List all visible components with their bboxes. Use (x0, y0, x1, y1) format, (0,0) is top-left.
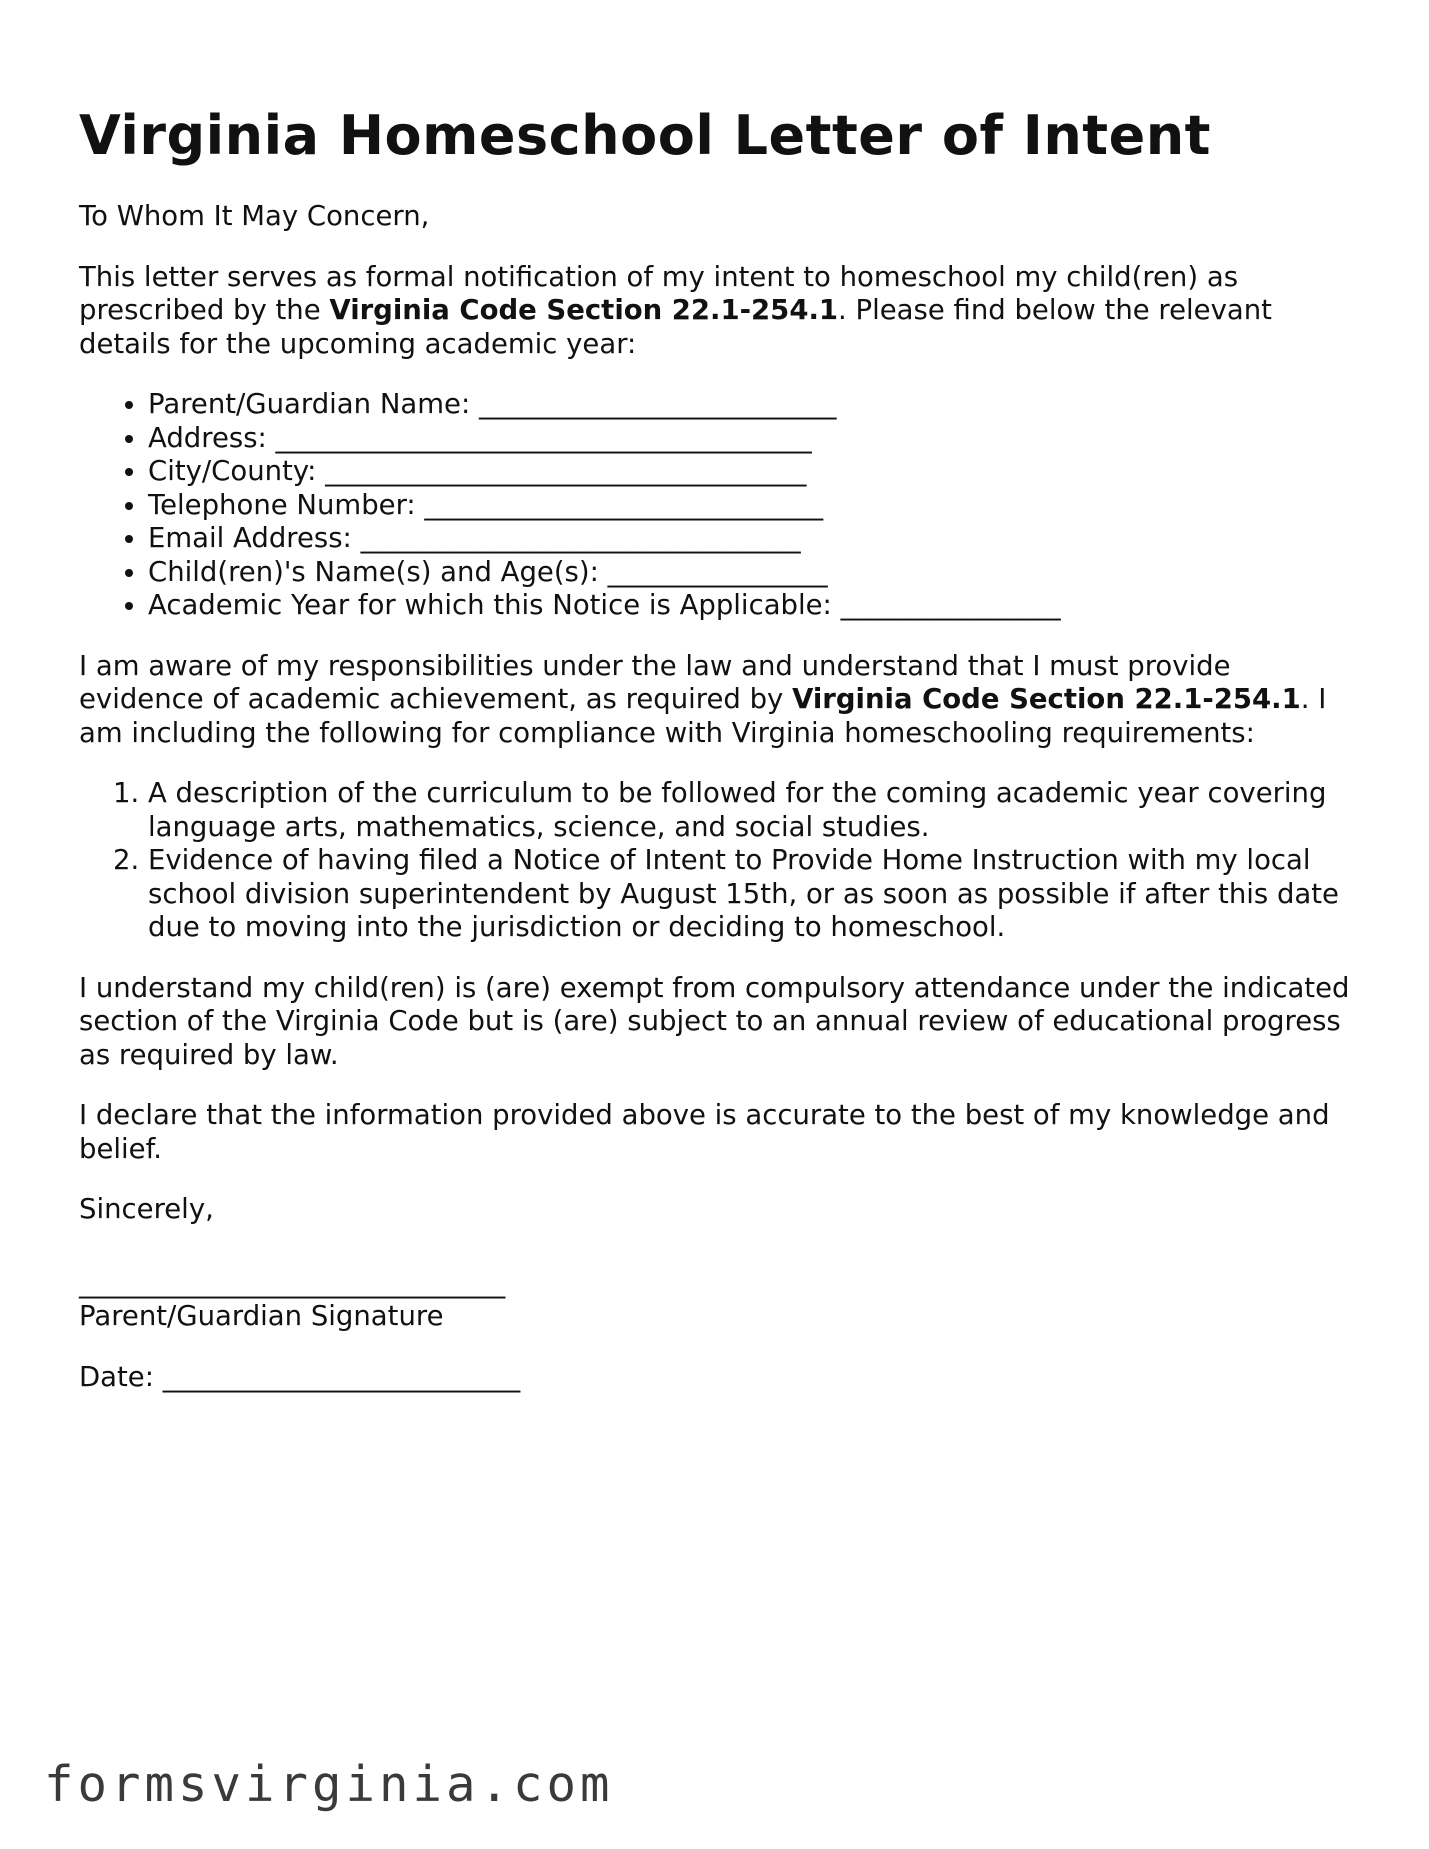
field-children-names-ages (148, 556, 1359, 590)
field-label: Address: (148, 421, 267, 454)
declaration-paragraph: I declare that the information provided above is accurate to the best of my knowledge and belief. (79, 1099, 1330, 1165)
field-label: Parent/Guardian Name: (148, 388, 471, 420)
field-label: Telephone Number: (148, 488, 416, 521)
field-blank[interactable]: ___________________________________ (325, 455, 807, 487)
intro-code-reference: Virginia Code Section 22.1-254.1 (329, 294, 839, 326)
field-parent-name (148, 388, 1359, 422)
field-blank[interactable]: ________________________________ (360, 522, 801, 554)
field-label: City/County: (148, 455, 317, 487)
field-telephone (148, 489, 1359, 523)
page-title: Virginia Homeschool Letter of Intent (79, 104, 1211, 167)
field-city-county (148, 455, 1359, 489)
closing: Sincerely, (79, 1193, 214, 1225)
watermark: formsvirginia.com (44, 1756, 614, 1813)
field-email (148, 522, 1359, 556)
field-blank[interactable]: __________________________ (478, 388, 837, 420)
exemption-paragraph: I understand my child(ren) is (are) exempt from compulsory attendance under the indicated section of the Virginia Code but is (are) subject to an annual review of educational progress as required by law. (79, 971, 1350, 1071)
intro-text-2: . Please find below the relevant details for the upcoming academic year: (79, 294, 1272, 360)
signature-label: Parent/Guardian Signature (79, 1300, 444, 1332)
date-field (79, 1361, 1359, 1395)
compliance-item-notice: 2. Evidence of having filed a Notice of Intent to Provide Home Instruction with my local school division superintendent by August 15th, or as soon as possible if after this date due to moving into the jurisdiction or deciding to homeschool. (148, 844, 1359, 945)
aware-text-1: I am aware of my responsibilities under the law and understand that I must provide evidence of academic achievement, as required by (79, 649, 1231, 715)
field-label: Child(ren)'s Name(s) and Age(s): (148, 555, 599, 588)
salutation: To Whom It May Concern, (79, 200, 430, 232)
field-address (148, 422, 1359, 456)
field-blank[interactable]: _____________________________ (424, 488, 824, 521)
field-blank[interactable]: ________________ (607, 555, 828, 588)
field-label: Email Address: (148, 522, 352, 554)
details-list (79, 388, 1359, 623)
responsibilities-paragraph (79, 650, 1359, 751)
aware-text-2: . I am including the following for compliance with Virginia homeschooling requirements: (79, 683, 1327, 749)
intro-paragraph (79, 261, 1359, 362)
field-blank[interactable]: _______________________________________ (275, 421, 812, 454)
date-blank[interactable]: __________________________ (162, 1360, 521, 1393)
field-academic-year (148, 589, 1359, 623)
signature-line[interactable]: _______________________________ (79, 1266, 506, 1299)
letter-page (79, 96, 1359, 1394)
field-label: Academic Year for which this Notice is Applicable: (148, 589, 832, 621)
aware-code-reference: Virginia Code Section 22.1-254.1 (792, 683, 1301, 715)
compliance-list (79, 777, 1359, 945)
intro-text-1: This letter serves as formal notification of my intent to homeschool my child(ren) as prescribed by the (79, 260, 1239, 326)
field-blank[interactable]: ________________ (840, 589, 1061, 621)
date-label: Date: (79, 1360, 154, 1393)
compliance-item-curriculum: 1. A description of the curriculum to be followed for the coming academic year covering language arts, mathematics, science, and social studies. (148, 777, 1359, 844)
